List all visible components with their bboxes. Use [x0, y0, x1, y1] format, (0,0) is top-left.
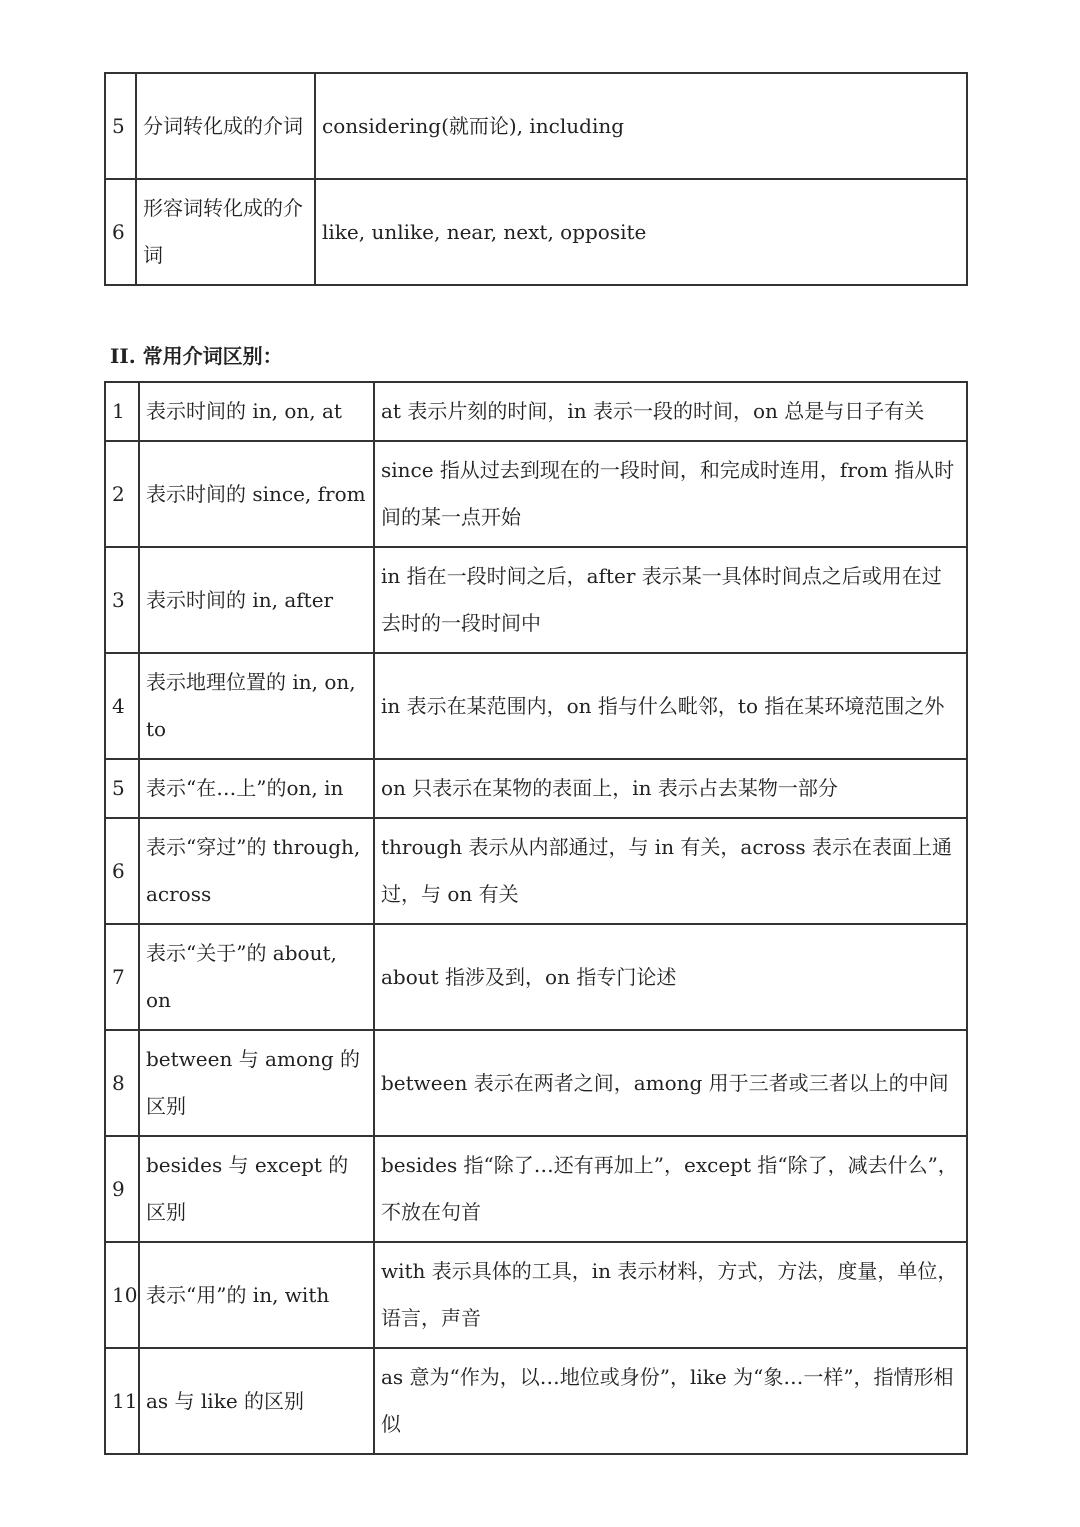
row-number: 5 [105, 759, 139, 818]
table-row [105, 1242, 967, 1348]
table-row [105, 179, 967, 285]
category-cell: 形容词转化成的介词 [136, 179, 315, 285]
topic-cell: as 与 like 的区别 [139, 1348, 374, 1454]
explanation-cell: in 指在一段时间之后，after 表示某一具体时间点之后或用在过去时的一段时间中 [374, 547, 967, 653]
topic-cell: 表示时间的 in, on, at [139, 382, 374, 441]
row-number: 3 [105, 547, 139, 653]
topic-cell: besides 与 except 的区别 [139, 1136, 374, 1242]
table-row [105, 924, 967, 1030]
section-heading: II. 常用介词区别： [110, 344, 283, 368]
table-row [105, 1348, 967, 1454]
row-number: 6 [105, 179, 136, 285]
explanation-cell: through 表示从内部通过，与 in 有关，across 表示在表面上通过，与 on 有关 [374, 818, 967, 924]
explanation-cell: besides 指“除了…还有再加上”，except 指“除了，减去什么”，不放在句首 [374, 1136, 967, 1242]
topic-cell: between 与 among 的区别 [139, 1030, 374, 1136]
row-number: 6 [105, 818, 139, 924]
table-row [105, 441, 967, 547]
preposition-differences-table [104, 381, 968, 1455]
explanation-cell: since 指从过去到现在的一段时间，和完成时连用，from 指从时间的某一点开始 [374, 441, 967, 547]
topic-cell: 表示“穿过”的 through, across [139, 818, 374, 924]
topic-cell: 表示“用”的 in, with [139, 1242, 374, 1348]
explanation-cell: between 表示在两者之间，among 用于三者或三者以上的中间 [374, 1030, 967, 1136]
examples-cell: considering(就而论), including [315, 73, 967, 179]
explanation-cell: with 表示具体的工具，in 表示材料，方式，方法，度量，单位，语言，声音 [374, 1242, 967, 1348]
topic-cell: 表示时间的 in, after [139, 547, 374, 653]
row-number: 10 [105, 1242, 139, 1348]
row-number: 8 [105, 1030, 139, 1136]
table-row [105, 818, 967, 924]
row-number: 7 [105, 924, 139, 1030]
topic-cell: 表示“在…上”的on, in [139, 759, 374, 818]
table-row [105, 653, 967, 759]
explanation-cell: at 表示片刻的时间，in 表示一段的时间，on 总是与日子有关 [374, 382, 967, 441]
topic-cell: 表示时间的 since, from [139, 441, 374, 547]
topic-cell: 表示“关于”的 about, on [139, 924, 374, 1030]
examples-cell: like, unlike, near, next, opposite [315, 179, 967, 285]
explanation-cell: as 意为“作为，以…地位或身份”，like 为“象…一样”，指情形相似 [374, 1348, 967, 1454]
category-cell: 分词转化成的介词 [136, 73, 315, 179]
explanation-cell: on 只表示在某物的表面上，in 表示占去某物一部分 [374, 759, 967, 818]
row-number: 9 [105, 1136, 139, 1242]
table-row [105, 759, 967, 818]
row-number: 1 [105, 382, 139, 441]
table-row [105, 547, 967, 653]
table-row [105, 1030, 967, 1136]
preposition-types-table [104, 72, 968, 286]
explanation-cell: about 指涉及到，on 指专门论述 [374, 924, 967, 1030]
topic-cell: 表示地理位置的 in, on, to [139, 653, 374, 759]
row-number: 4 [105, 653, 139, 759]
explanation-cell: in 表示在某范围内，on 指与什么毗邻，to 指在某环境范围之外 [374, 653, 967, 759]
table-row [105, 73, 967, 179]
table-row [105, 382, 967, 441]
row-number: 5 [105, 73, 136, 179]
row-number: 11 [105, 1348, 139, 1454]
row-number: 2 [105, 441, 139, 547]
table-row [105, 1136, 967, 1242]
